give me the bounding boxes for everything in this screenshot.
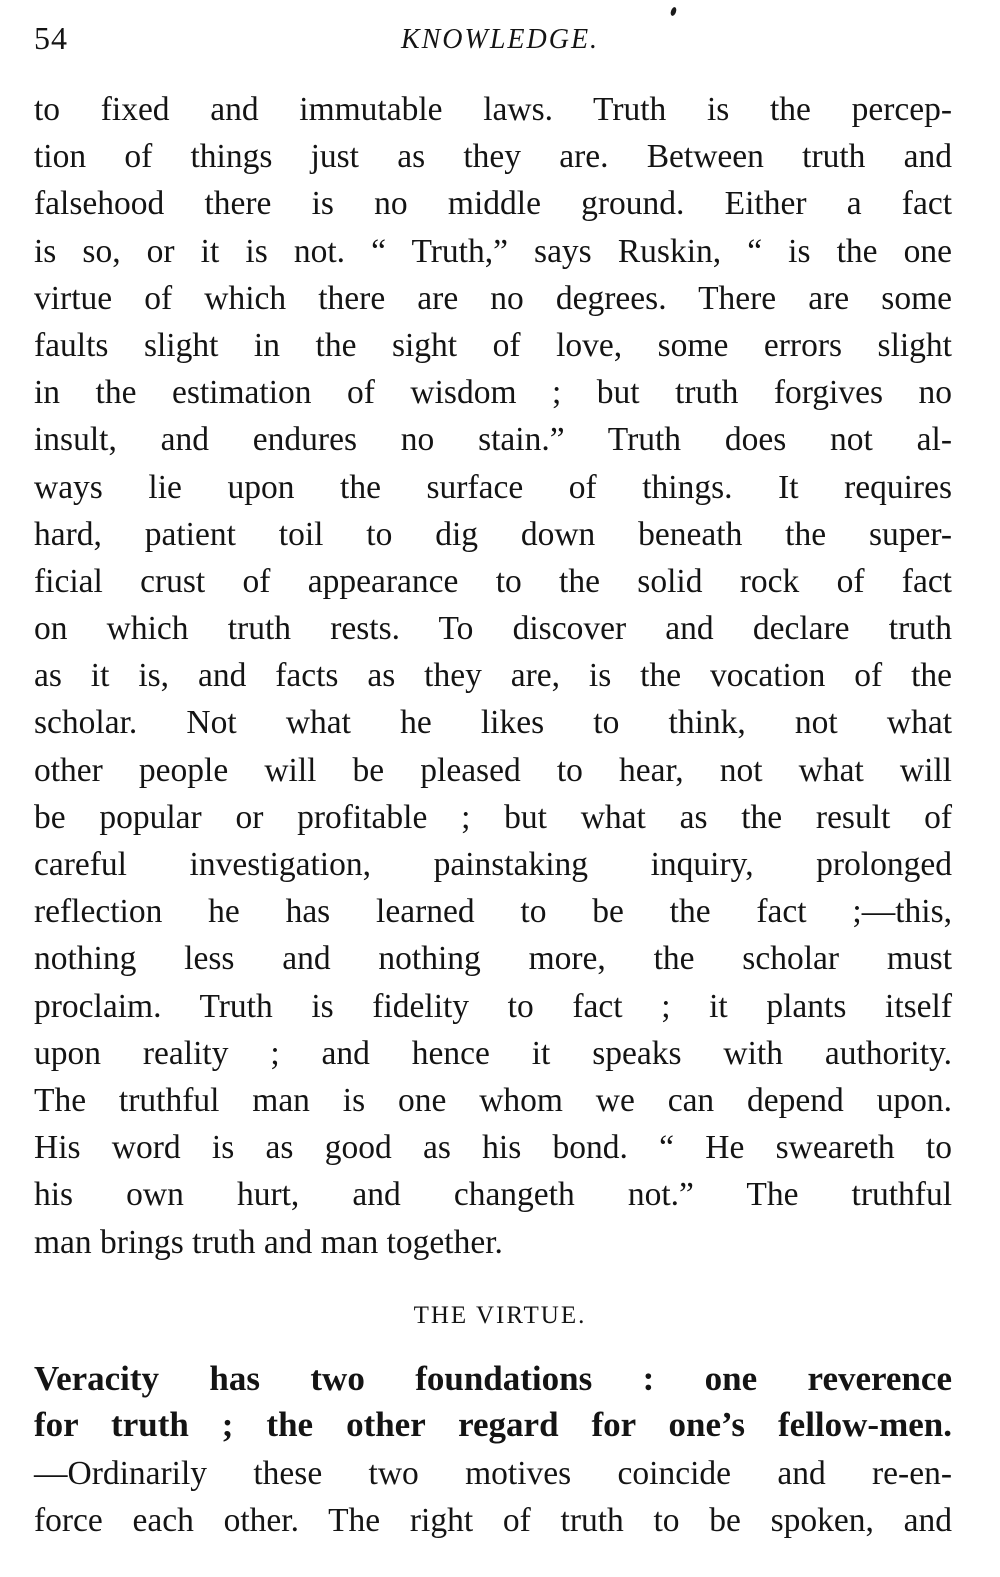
text-line: upon reality ; and hence it speaks with authority. (34, 1034, 952, 1072)
text-line: his own hurt, and changeth not.” The truthful (34, 1176, 952, 1214)
text-line: man brings truth and man together. (34, 1223, 503, 1261)
text-line: force each other. The right of truth to be spoken, and (34, 1502, 952, 1539)
text-line: careful investigation, painstaking inquiry, prolonged (34, 846, 952, 883)
text-line: virtue of which there are no degrees. There are some (34, 279, 952, 317)
text-line: ficial crust of appearance to the solid rock of fact (34, 562, 952, 600)
bold-statement (34, 1356, 952, 1448)
text-line: scholar. Not what he likes to think, not what (34, 704, 952, 742)
ink-speck (670, 6, 678, 16)
text-line: to fixed and immutable laws. Truth is the percep- (34, 91, 952, 128)
bold-line: for truth ; the other regard for one’s fellow-men. (34, 1405, 952, 1444)
text-line: reflection he has learned to be the fact ;—this, (34, 893, 952, 931)
text-line: insult, and endures no stain.” Truth does not al- (34, 421, 952, 459)
text-line: —Ordinarily these two motives coincide and re-en- (34, 1455, 952, 1492)
page-number: 54 (34, 20, 68, 56)
text-line: other people will be pleased to hear, not what will (34, 751, 952, 789)
text-line: is so, or it is not. “ Truth,” says Ruskin, “ is the one (34, 232, 952, 270)
text-line: faults slight in the sight of love, some errors slight (34, 326, 952, 364)
bold-line: Veracity has two foundations : one reverence (34, 1359, 952, 1398)
text-line: The truthful man is one whom we can depend upon. (34, 1081, 952, 1119)
text-line: be popular or profitable ; but what as the result of (34, 798, 952, 836)
text-line: nothing less and nothing more, the scholar must (34, 940, 952, 978)
text-line: as it is, and facts as they are, is the vocation of the (34, 657, 952, 695)
text-line: ways lie upon the surface of things. It requires (34, 468, 952, 506)
text-line: on which truth rests. To discover and declare truth (34, 610, 952, 648)
text-line: tion of things just as they are. Between truth and (34, 138, 952, 176)
text-line: His word is as good as his bond. “ He sweareth to (34, 1129, 952, 1167)
section-heading: THE VIRTUE. (413, 1302, 587, 1329)
running-title: KNOWLEDGE. (400, 24, 600, 55)
text-line: in the estimation of wisdom ; but truth forgives no (34, 374, 952, 412)
body-paragraph (34, 86, 952, 1266)
text-line: proclaim. Truth is fidelity to fact ; it plants itself (34, 987, 952, 1025)
text-line: hard, patient toil to dig down beneath the super- (34, 515, 952, 553)
text-line: falsehood there is no middle ground. Either a fact (34, 185, 952, 223)
section-paragraph (34, 1450, 952, 1544)
